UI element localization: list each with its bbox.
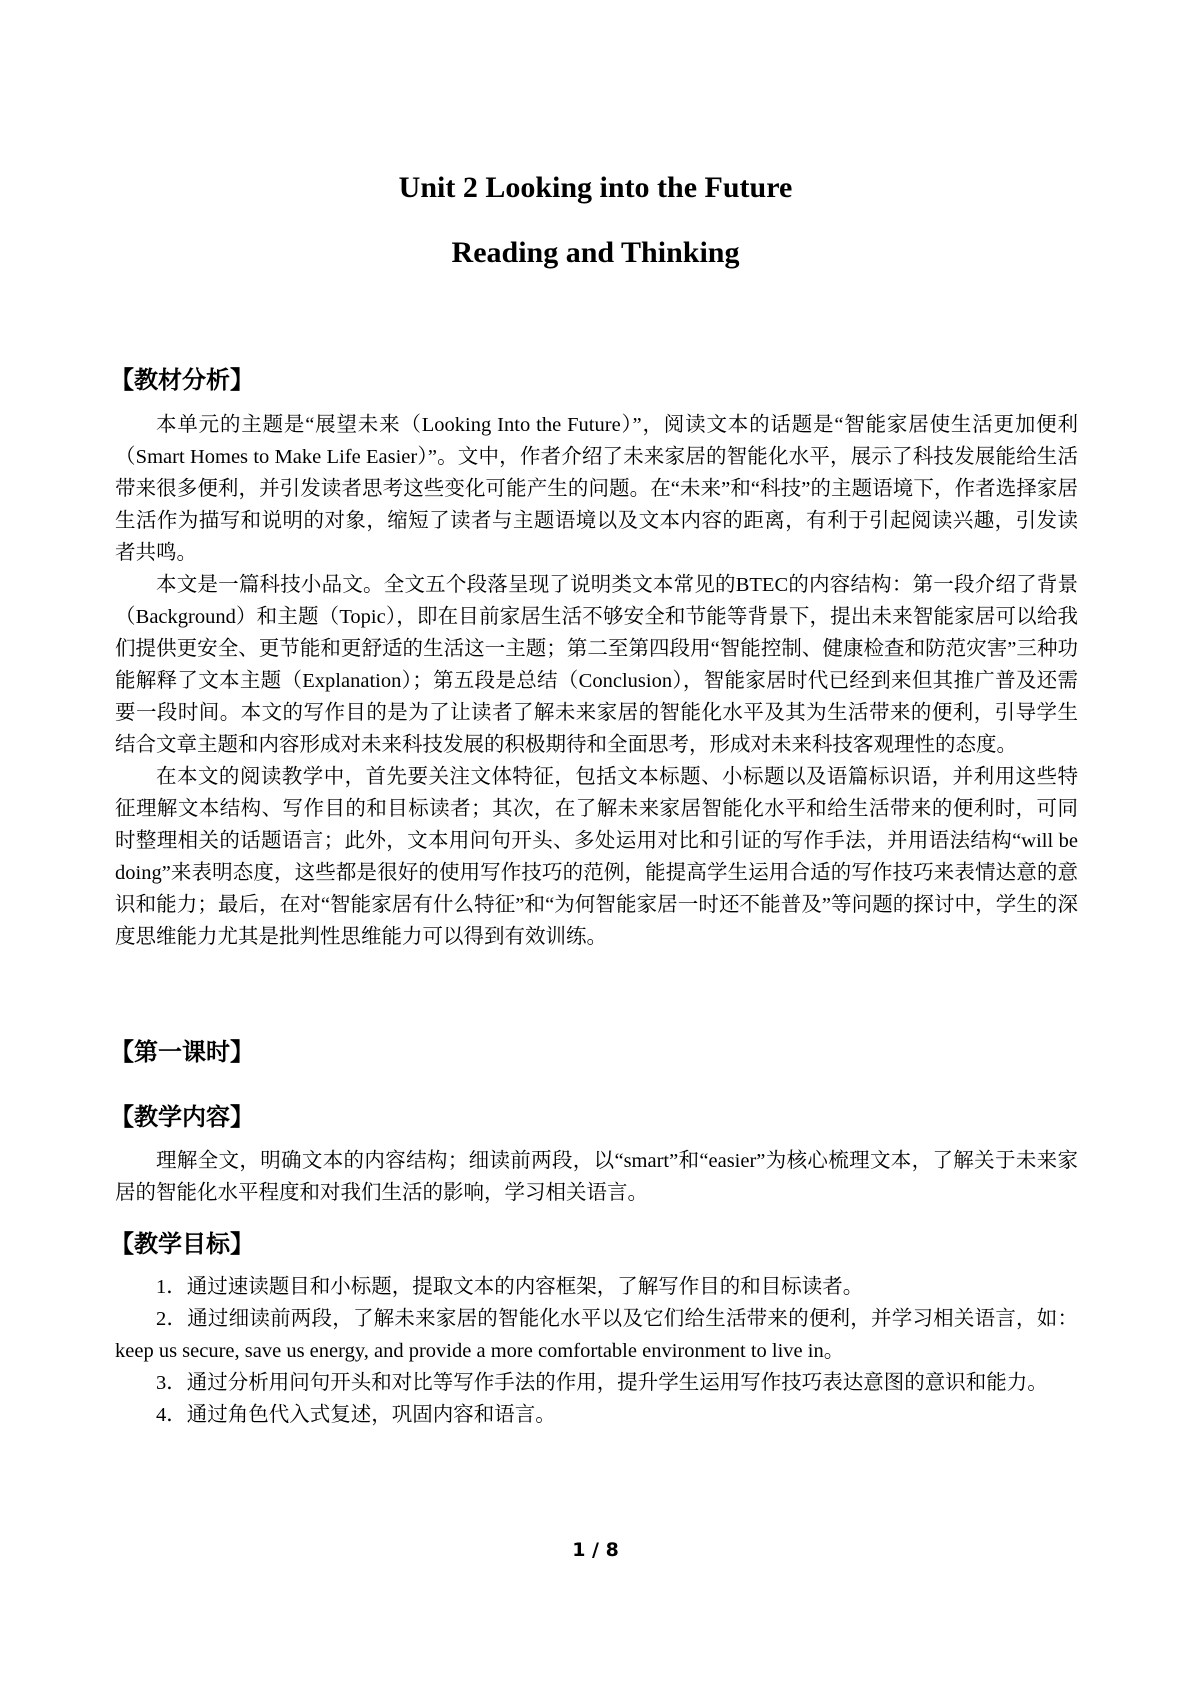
document-title: Unit 2 Looking into the Future (398, 171, 793, 204)
textbook-analysis-body (115, 409, 1078, 953)
goal-item: 1．通过速读题目和小标题，提取文本的内容框架，了解写作目的和目标读者。 (156, 1276, 864, 1298)
paragraph: 理解全文，明确文本的内容结构；细读前两段，以“smart”和“easier”为核心梳理文本，了解关于未来家居的智能化水平程度和对我们生活的影响，学习相关语言。 (115, 1150, 1078, 1204)
goal-item: 2．通过细读前两段，了解未来家居的智能化水平以及它们给生活带来的便利，并学习相关语言，如：keep us secure, save us energy, and provide a more comfortable environment to live in。 (115, 1308, 1078, 1362)
section-heading-first-lesson: 【第一课时】 (110, 1038, 254, 1066)
section-heading-textbook-analysis: 【教材分析】 (110, 366, 254, 394)
section-heading-teaching-content: 【教学内容】 (110, 1103, 254, 1131)
goal-item: 4．通过角色代入式复述，巩固内容和语言。 (156, 1404, 556, 1426)
teaching-content-body (115, 1145, 1078, 1209)
page-number: 1 / 8 (572, 1539, 619, 1561)
section-heading-teaching-goals: 【教学目标】 (110, 1230, 254, 1258)
goal-item: 3．通过分析用问句开头和对比等写作手法的作用，提升学生运用写作技巧表达意图的意识和能力。 (156, 1372, 1048, 1394)
teaching-goals-list (115, 1271, 1078, 1431)
paragraph: 在本文的阅读教学中，首先要关注文体特征，包括文本标题、小标题以及语篇标识语，并利用这些特征理解文本结构、写作目的和目标读者；其次，在了解未来家居智能化水平和给生活带来的便利时，可同时整理相关的话题语言；此外，文本用问句开头、多处运用对比和引证的写作手法，并用语法结构“will be doing”来表明态度，这些都是很好的使用写作技巧的范例，能提高学生运用合适的写作技巧来表情达意的意识和能力；最后，在对“智能家居有什么特征”和“为何智能家居一时还不能普及”等问题的探讨中，学生的深度思维能力尤其是批判性思维能力可以得到有效训练。 (115, 766, 1078, 948)
paragraph: 本单元的主题是“展望未来（Looking Into the Future）”，阅读文本的话题是“智能家居使生活更加便利（Smart Homes to Make Life Easier）”。文中，作者介绍了未来家居的智能化水平，展示了科技发展能给生活带来很多便利，并引发读者思考这些变化可能产生的问题。在“未来”和“科技”的主题语境下，作者选择家居生活作为描写和说明的对象，缩短了读者与主题语境以及文本内容的距离，有利于引起阅读兴趣，引发读者共鸣。 (115, 414, 1078, 564)
document-subtitle: Reading and Thinking (451, 236, 740, 269)
paragraph: 本文是一篇科技小品文。全文五个段落呈现了说明类文本常见的BTEC的内容结构：第一段介绍了背景（Background）和主题（Topic），即在目前家居生活不够安全和节能等背景下，提出未来智能家居可以给我们提供更安全、更节能和更舒适的生活这一主题；第二至第四段用“智能控制、健康检查和防范灾害”三种功能解释了文本主题（Explanation）；第五段是总结（Conclusion），智能家居时代已经到来但其推广普及还需要一段时间。本文的写作目的是为了让读者了解未来家居的智能化水平及其为生活带来的便利，引导学生结合文章主题和内容形成对未来科技发展的积极期待和全面思考，形成对未来科技客观理性的态度。 (115, 574, 1078, 756)
